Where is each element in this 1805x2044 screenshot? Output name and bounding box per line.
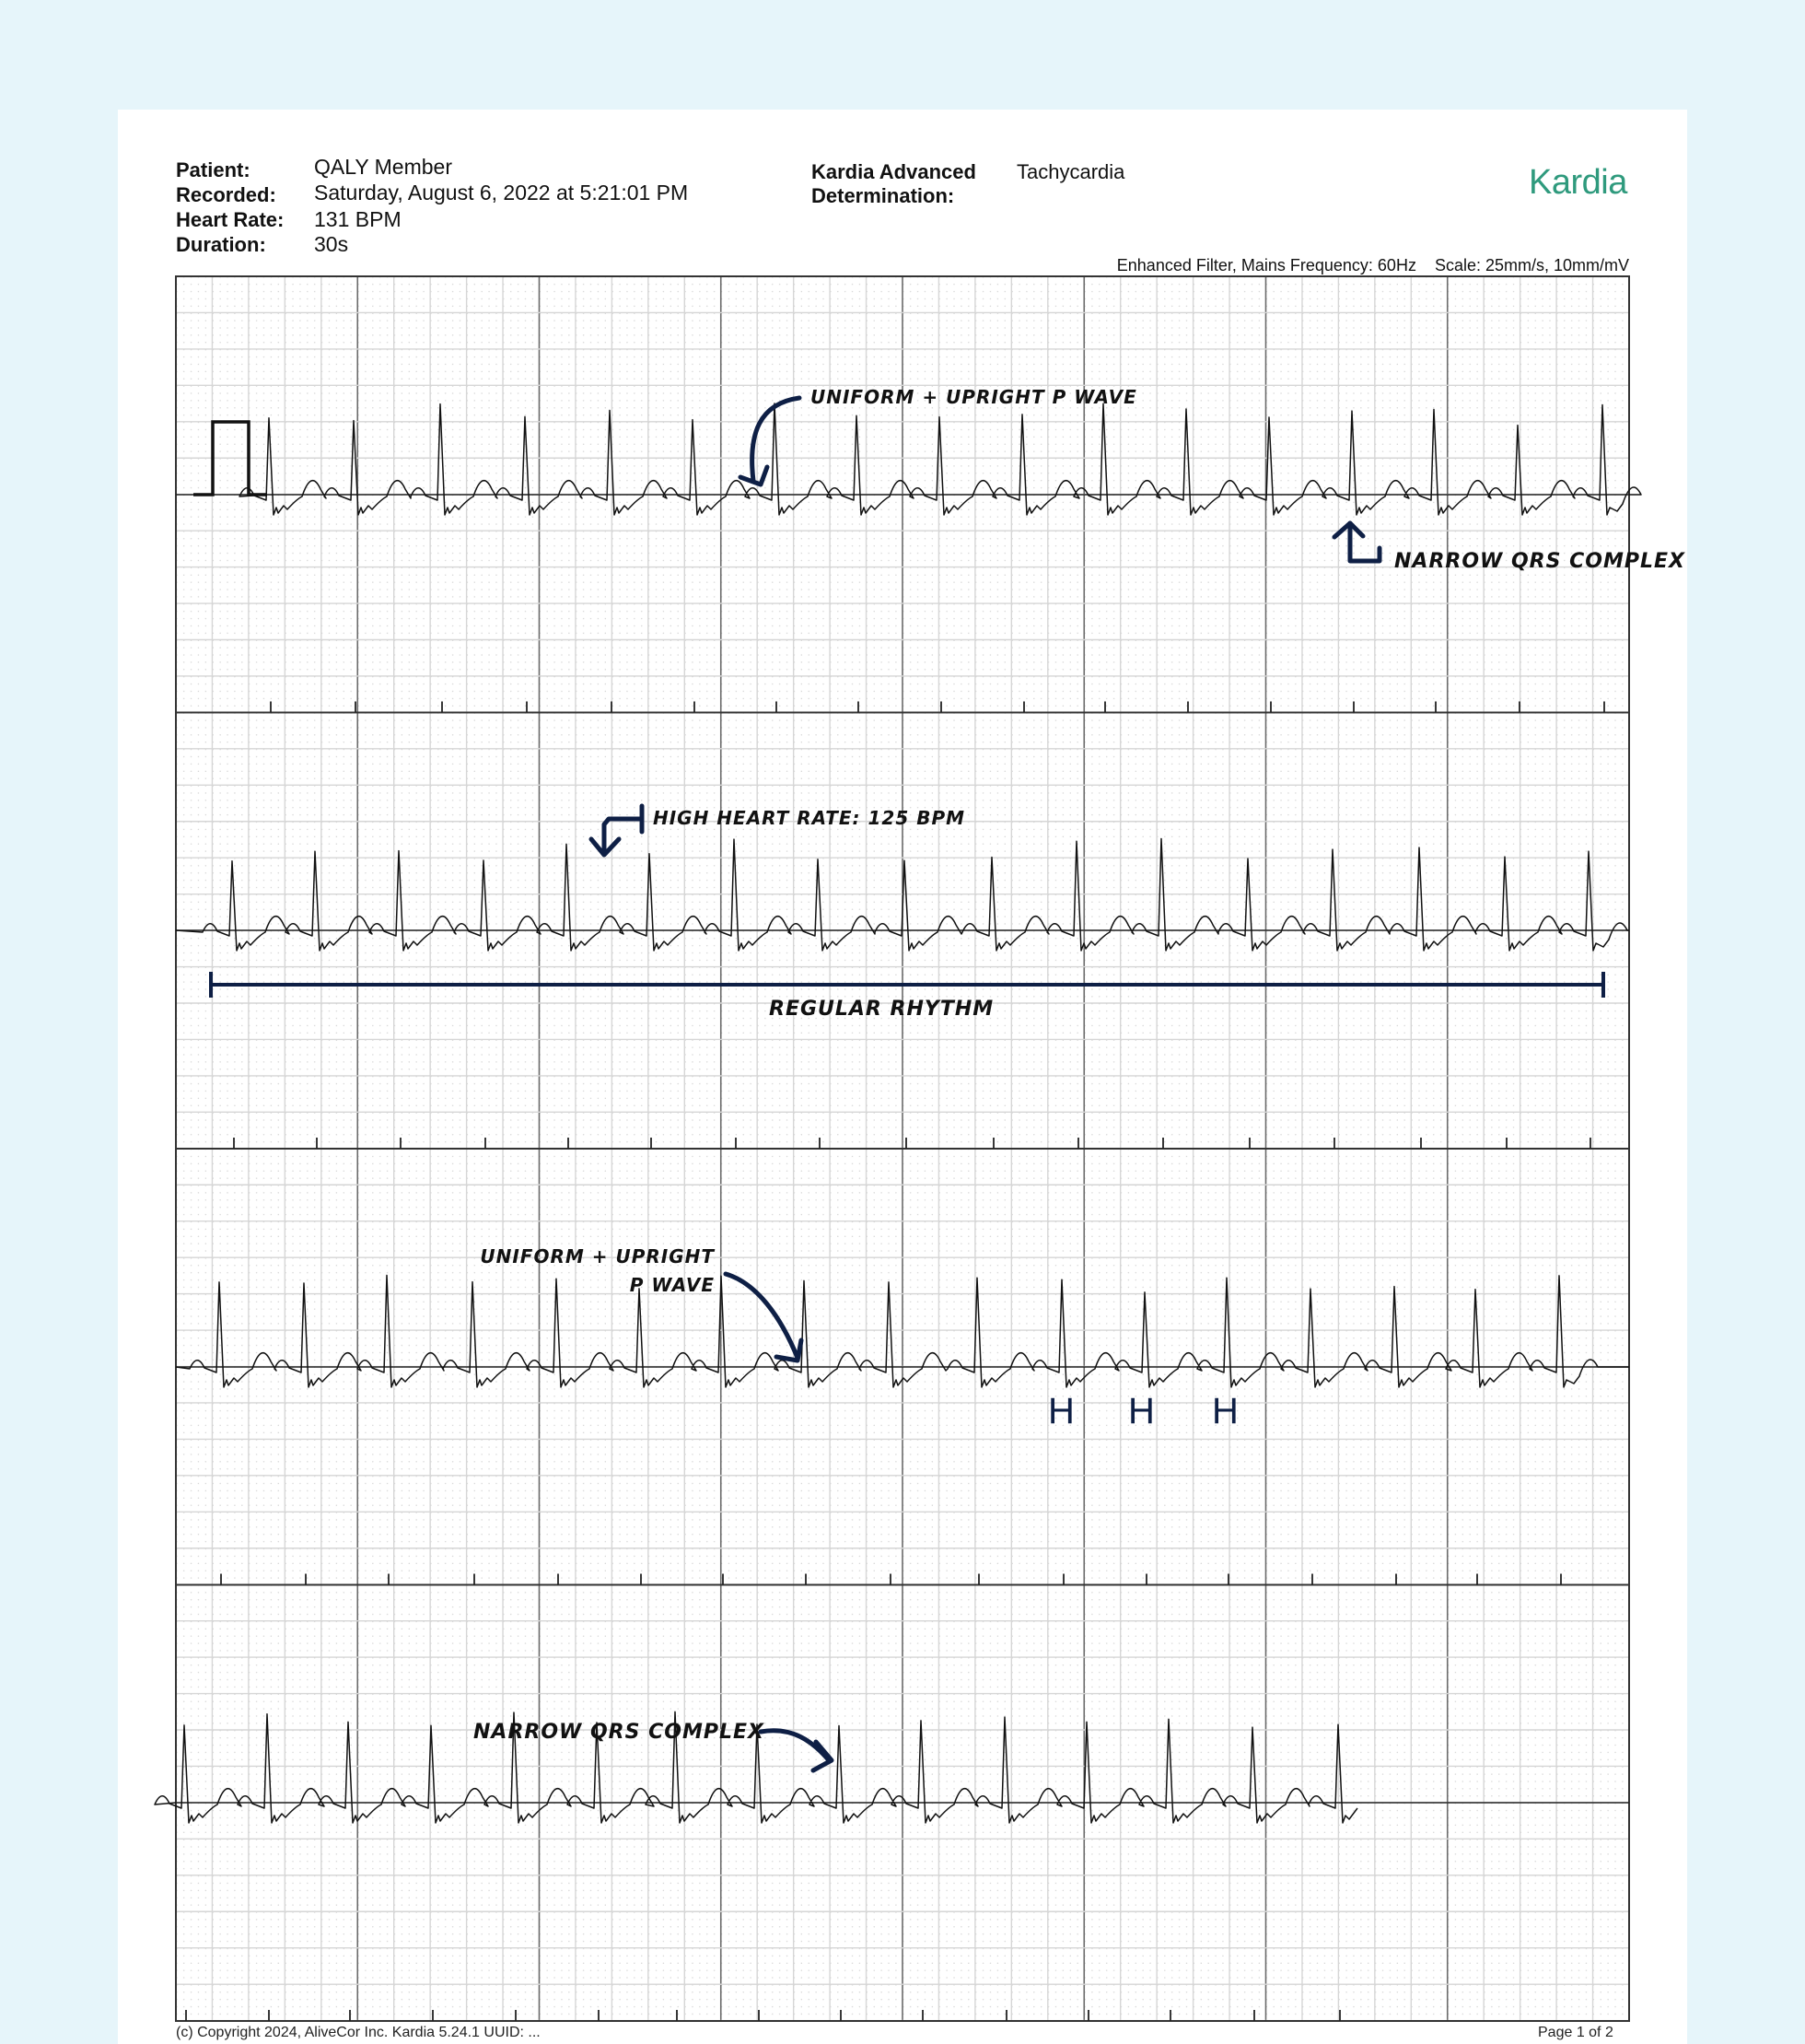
- heart-rate-label: Heart Rate:: [176, 208, 285, 231]
- annotation-p-wave-1: UNIFORM + UPRIGHT P WAVE: [810, 386, 1137, 408]
- duration-label: Duration:: [176, 233, 266, 256]
- annotation-regular-rhythm: REGULAR RHYTHM: [769, 998, 995, 1021]
- determination-label-line1: Kardia Advanced: [811, 160, 976, 183]
- patient-value: QALY Member: [314, 155, 452, 179]
- annotation-narrow-qrs-1: NARROW QRS COMPLEX: [1394, 550, 1685, 573]
- footer-page-number: Page 1 of 2: [1538, 2025, 1613, 2040]
- determination-value: Tachycardia: [1017, 160, 1125, 183]
- annotation-narrow-qrs-2: NARROW QRS COMPLEX: [473, 1721, 764, 1744]
- annotation-high-heart-rate: HIGH HEART RATE: 125 BPM: [653, 807, 966, 829]
- h-mark-1: H: [1048, 1391, 1075, 1431]
- filter-info: Enhanced Filter, Mains Frequency: 60Hz Scale: 25mm/s, 10mm/mV: [1116, 256, 1629, 274]
- determination-label-line2: Determination:: [811, 184, 955, 207]
- h-mark-3: H: [1212, 1391, 1239, 1431]
- heart-rate-value: 131 BPM: [314, 207, 402, 231]
- patient-label: Patient:: [176, 158, 250, 181]
- footer-copyright: (c) Copyright 2024, AliveCor Inc. Kardia 5.24.1 UUID: ...: [176, 2025, 541, 2040]
- recorded-value: Saturday, August 6, 2022 at 5:21:01 PM: [314, 181, 689, 204]
- duration-value: 30s: [314, 232, 349, 256]
- annotation-p-wave-2-line1: UNIFORM + UPRIGHT: [480, 1245, 715, 1267]
- annotation-p-wave-2-line2: P WAVE: [629, 1274, 715, 1296]
- kardia-logo: Kardia: [1529, 163, 1627, 202]
- recorded-label: Recorded:: [176, 183, 276, 206]
- ecg-grid: [176, 276, 1629, 2021]
- h-mark-2: H: [1128, 1391, 1155, 1431]
